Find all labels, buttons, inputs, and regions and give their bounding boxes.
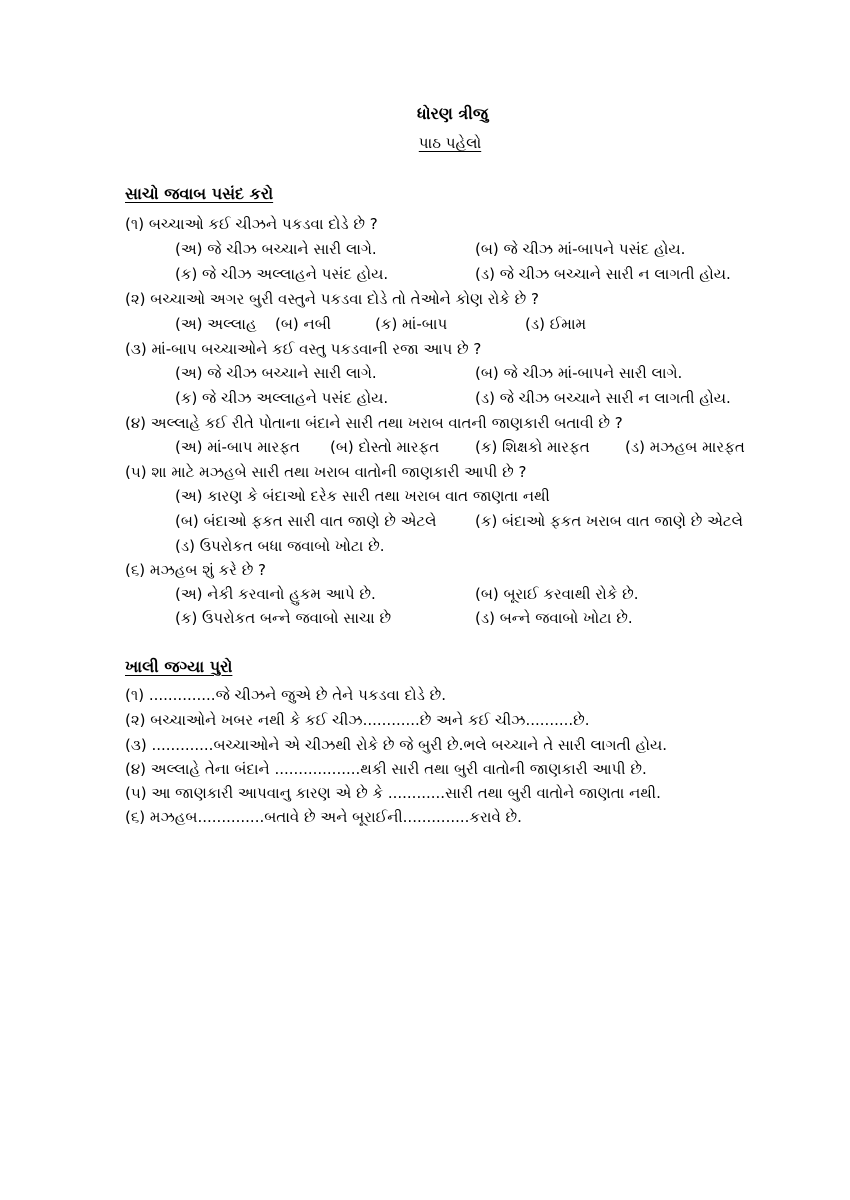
option-a: (અ) અલ્લાહ (175, 315, 257, 333)
fill-line: (૪) અલ્લાહે તેના બંદાને ..................થકી સારી તથા બુરી વાતોની જાણકારી આપી છે. (125, 760, 647, 778)
fill-line: (૫) આ જાણકારી આપવાનુ કારણ એ છે કે ............સારી તથા બુરી વાતોને જાણતા નથી. (125, 784, 661, 802)
fill-line: (૩) .............બચ્ચાઓને એ ચીઝથી રોકે છે જે બુરી છે.ભલે બચ્ચાને તે સારી લાગતી હોય. (125, 736, 667, 754)
fill-line: (૨) બચ્ચાઓને ખબર નથી કે કઈ ચીઝ............છે અને કઈ ચીઝ..........છે. (125, 711, 590, 729)
option-d: (ડ) જે ચીઝ બચ્ચાને સારી ન લાગતી હોય. (475, 389, 731, 407)
option-b: (બ) નબી (275, 315, 332, 333)
option-d: (ડ) જે ચીઝ બચ્ચાને સારી ન લાગતી હોય. (475, 265, 731, 283)
option-d: (ડ) બન્ને જવાબો ખોટા છે. (475, 609, 633, 627)
option-c: (ક) બંદાઓ ફકત ખરાબ વાત જાણે છે એટલે (475, 512, 743, 530)
lesson-title: પાઠ પહેલો (418, 134, 482, 152)
fill-line: (૬) મઝહબ..............બતાવે છે અને બૂરાઈની..............કરાવે છે. (125, 808, 522, 826)
option-a: (અ) માં-બાપ મારફત (175, 438, 300, 456)
option-a: (અ) જે ચીઝ બચ્ચાને સારી લાગે. (175, 364, 377, 382)
option-c: (ક) જે ચીઝ અલ્લાહને પસંદ હોય. (175, 389, 389, 407)
option-b: (બ) જે ચીઝ માં-બાપને સારી લાગે. (475, 364, 683, 382)
fill-heading: ખાલી જગ્યા પુરો (125, 657, 233, 676)
option-a: (અ) કારણ કે બંદાઓ દરેક સારી તથા ખરાબ વાત જાણતા નથી (175, 487, 550, 505)
option-d: (ડ) ઈમામ (525, 315, 587, 333)
option-c: (ક) માં-બાપ (375, 315, 448, 333)
fill-line: (૧) ..............જે ચીઝને જુએ છે તેને પકડવા દોડે છે. (125, 686, 446, 704)
option-a: (અ) જે ચીઝ બચ્ચાને સારી લાગે. (175, 240, 377, 258)
grade-title: ધોરણ ત્રીજુ (417, 104, 488, 123)
option-c: (ક) ઉપરોકત બન્ને જવાબો સાચા છે (175, 609, 392, 627)
option-b: (બ) દોસ્તો મારફત (330, 438, 440, 456)
question-text: (૨) બચ્ચાઓ અગર બુરી વસ્તુને પકડવા દોડે તો તેઓને કોણ રોકે છે ? (125, 290, 539, 308)
option-d: (ડ) ઉપરોકત બધા જવાબો ખોટા છે. (175, 537, 385, 555)
option-b: (બ) જે ચીઝ માં-બાપને પસંદ હોય. (475, 240, 686, 258)
option-d: (ડ) મઝહબ મારફત (625, 438, 745, 456)
question-text: (૩) માં-બાપ બચ્ચાઓને કઈ વસ્તુ પકડવાની રજા આપ છે ? (125, 340, 482, 358)
option-c: (ક) શિક્ષકો મારફત (475, 438, 590, 456)
option-c: (ક) જે ચીઝ અલ્લાહને પસંદ હોય. (175, 265, 389, 283)
option-b: (બ) બંદાઓ ફકત સારી વાત જાણે છે એટલે (175, 512, 437, 530)
question-text: (૪) અલ્લાહે કઈ રીતે પોતાના બંદાને સારી તથા ખરાબ વાતની જાણકારી બતાવી છે ? (125, 414, 623, 432)
option-b: (બ) બૂરાઈ કરવાથી રોકે છે. (475, 585, 639, 603)
question-text: (૧) બચ્ચાઓ કઈ ચીઝને પકડવા દોડે છે ? (125, 215, 378, 233)
option-a: (અ) નેકી કરવાનો હુકમ આપે છે. (175, 585, 376, 603)
mcq-heading: સાચો જવાબ પસંદ કરો (125, 184, 274, 203)
question-text: (૫) શા માટે મઝહબે સારી તથા ખરાબ વાતોની જાણકારી આપી છે ? (125, 463, 527, 481)
question-text: (૬) મઝહબ શું કરે છે ? (125, 561, 267, 579)
